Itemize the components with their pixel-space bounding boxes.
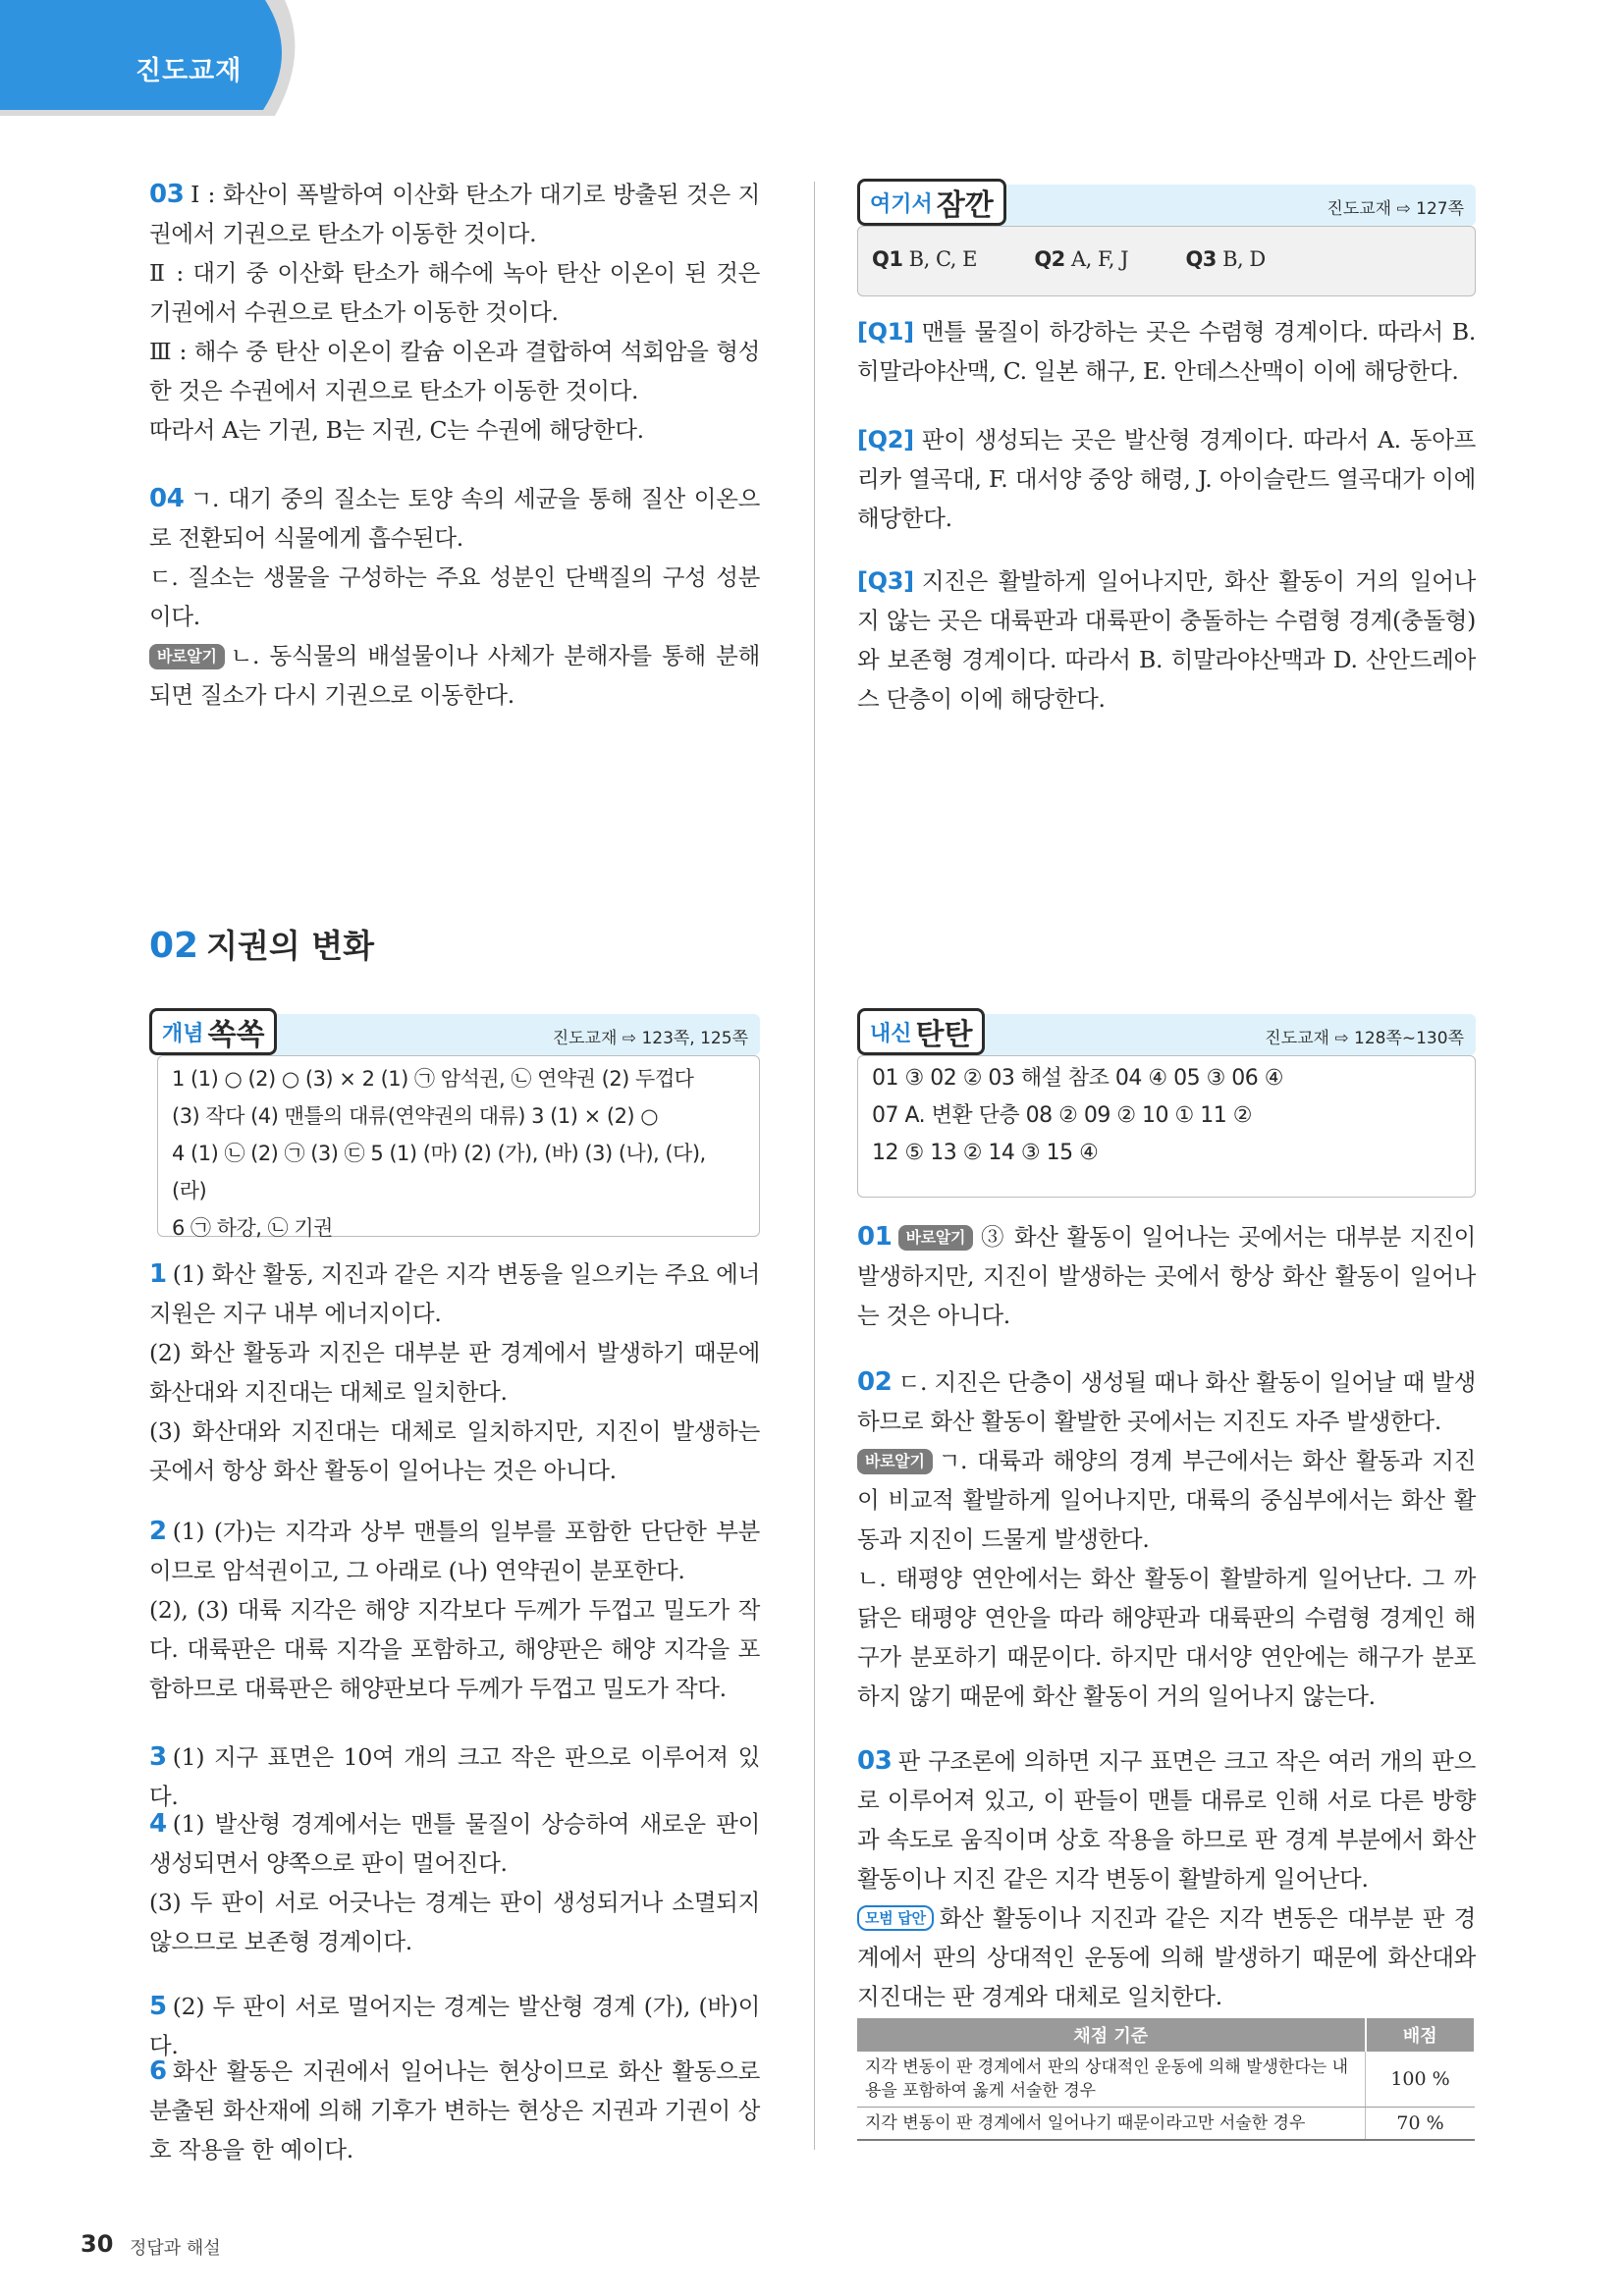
question-number: [Q2] bbox=[857, 426, 914, 454]
question-number: [Q1] bbox=[857, 318, 914, 346]
banner-concept bbox=[149, 1014, 760, 1055]
text-line: (1) 지구 표면은 10여 개의 크고 작은 판으로 이루어져 있다. bbox=[149, 1743, 760, 1810]
question-number: 4 bbox=[149, 1809, 167, 1839]
text-line: 따라서 A는 기권, B는 지권, C는 수권에 해당한다. bbox=[149, 416, 644, 444]
question-number: 2 bbox=[149, 1517, 167, 1546]
explanation-text: ③ 화산 활동이 일어나는 곳에서는 대부분 지진이 발생하지만, 지진이 발생하는 곳에서 항상 화산 활동이 일어나는 것은 아니다. bbox=[857, 1223, 1476, 1329]
table-cell: 70 % bbox=[1366, 2108, 1476, 2141]
quick-answer: Q3 B, D bbox=[1185, 247, 1266, 271]
answer-04 bbox=[149, 479, 760, 715]
concept-item-6 bbox=[149, 2052, 760, 2169]
answer-line: 6 ㉠ 하강, ㉡ 기권 bbox=[172, 1216, 333, 1240]
text-line: ㄴ. 동식물의 배설물이나 사체가 분해자를 통해 분해되면 질소가 다시 기권으로 이동한다. bbox=[149, 642, 760, 709]
question-number: 03 bbox=[149, 180, 185, 209]
quick-answer: Q1 B, C, E bbox=[872, 247, 977, 271]
explanation-q2 bbox=[857, 420, 1476, 538]
question-number: 3 bbox=[149, 1742, 167, 1772]
model-answer-text: 화산 활동이나 지진과 같은 지각 변동은 대부분 판 경계에서 판의 상대적인 운동에 의해 발생하기 때문에 화산대와 지진대는 판 경계와 대체로 일치한다. bbox=[857, 1904, 1476, 2010]
exam-answer-02 bbox=[857, 1362, 1476, 1716]
table-cell: 지각 변동이 판 경계에서 일어나기 때문이라고만 서술한 경우 bbox=[857, 2108, 1366, 2141]
explanation-text: 판이 생성되는 곳은 발산형 경계이다. 따라서 A. 동아프리카 열곡대, F. 대서양 중앙 해령, J. 아이슬란드 열곡대가 이에 해당한다. bbox=[857, 426, 1476, 532]
section-number: 02 bbox=[149, 926, 199, 966]
table-header: 배점 bbox=[1366, 2018, 1476, 2052]
text-line: (1) 발산형 경계에서는 맨틀 물질이 상승하여 새로운 판이 생성되면서 양쪽으로 판이 멀어진다. bbox=[149, 1810, 760, 1877]
wrong-answer-badge: 바로알기 bbox=[898, 1225, 974, 1251]
text-line: (3) 두 판이 서로 어긋나는 경계는 판이 생성되거나 소멸되지 않으므로 보존형 경계이다. bbox=[149, 1889, 760, 1955]
quick-answer-box bbox=[857, 226, 1476, 296]
banner-tag-b: 잠깐 bbox=[936, 188, 994, 223]
question-number: 03 bbox=[857, 1746, 893, 1776]
banner-tag-a: 여기서 bbox=[870, 191, 933, 217]
exam-answer-03 bbox=[857, 1741, 1476, 2016]
question-number: 6 bbox=[149, 2056, 167, 2086]
text-line: (1) 화산 활동, 지진과 같은 지각 변동을 일으키는 주요 에너지원은 지구 내부 에너지이다. bbox=[149, 1260, 760, 1327]
model-answer-badge: 모범 답안 bbox=[857, 1905, 934, 1931]
quick-answer: Q2 A, F, J bbox=[1034, 247, 1129, 271]
header-tab-label: 진도교재 bbox=[135, 56, 243, 86]
answer-03 bbox=[149, 175, 760, 450]
question-number: [Q3] bbox=[857, 567, 914, 595]
explanation-text: 지진은 활발하게 일어나지만, 화산 활동이 거의 일어나지 않는 곳은 대륙판과 대륙판이 충돌하는 수렴형 경계(충돌형)와 보존형 경계이다. 따라서 B. 히말라야산맥과 D. 산안드레아스 단층이 이에 해당한다. bbox=[857, 567, 1476, 713]
wrong-answer-badge: 바로알기 bbox=[857, 1449, 933, 1474]
question-number: 02 bbox=[857, 1367, 893, 1397]
explanation-text: ㄷ. 지진은 단층이 생성될 때나 화산 활동이 일어날 때 발생하므로 화산 활동이 활발한 곳에서는 지진도 자주 발생한다. bbox=[857, 1368, 1476, 1435]
explanation-text: 판 구조론에 의하면 지구 표면은 크고 작은 여러 개의 판으로 이루어져 있고, 이 판들이 맨틀 대류로 인해 서로 다른 방향과 속도로 움직이며 상호 작용을 하므로 판 경계 부분에서 화산 활동이나 지진 같은 지각 변동이 활발하게 일어난다. bbox=[857, 1747, 1476, 1893]
answer-line: 01 ③ 02 ② 03 해설 참조 04 ④ 05 ③ 06 ④ bbox=[872, 1066, 1284, 1091]
banner-quick-check bbox=[857, 185, 1476, 226]
banner-tag-b: 쏙쏙 bbox=[207, 1018, 265, 1052]
table-cell: 지각 변동이 판 경계에서 판의 상대적인 운동에 의해 발생한다는 내용을 포함하여 옳게 서술한 경우 bbox=[857, 2052, 1366, 2108]
question-number: 1 bbox=[149, 1259, 167, 1289]
text-line: (2) 화산 활동과 지진은 대부분 판 경계에서 발생하기 때문에 화산대와 지진대는 대체로 일치한다. bbox=[149, 1339, 760, 1406]
exam-answer-box bbox=[857, 1055, 1476, 1198]
explanation-q3 bbox=[857, 561, 1476, 719]
answer-line: 07 A. 변환 단층 08 ② 09 ② 10 ① 11 ② bbox=[872, 1103, 1252, 1128]
table-row bbox=[857, 2108, 1475, 2141]
text-line: (2), (3) 대륙 지각은 해양 지각보다 두께가 두껍고 밀도가 작다. 대륙판은 대륙 지각을 포함하고, 해양판은 해양 지각을 포함하므로 대륙판은 해양판보다 두께가 두껍고 밀도가 작다. bbox=[149, 1596, 760, 1702]
text-line: 화산 활동은 지권에서 일어나는 현상이므로 화산 활동으로 분출된 화산재에 의해 기후가 변하는 현상은 지권과 기권이 상호 작용을 한 예이다. bbox=[149, 2057, 760, 2163]
concept-answer-box bbox=[157, 1055, 760, 1240]
banner-tag bbox=[149, 1008, 277, 1055]
page-reference: 진도교재 ⇨ 128쪽∼130쪽 bbox=[1265, 1029, 1464, 1048]
text-line: (3) 화산대와 지진대는 대체로 일치하지만, 지진이 발생하는 곳에서 항상 화산 활동이 일어나는 것은 아니다. bbox=[149, 1417, 760, 1484]
explanation-text: ㄱ. 대륙과 해양의 경계 부근에서는 화산 활동과 지진이 비교적 활발하게 일어나지만, 대륙의 중심부에서는 화산 활동과 지진이 드물게 발생한다. bbox=[857, 1447, 1476, 1553]
explanation-text: 맨틀 물질이 하강하는 곳은 수렴형 경계이다. 따라서 B. 히말라야산맥, C. 일본 해구, E. 안데스산맥이 이에 해당한다. bbox=[857, 318, 1476, 385]
page-reference: 진도교재 ⇨ 127쪽 bbox=[1326, 199, 1464, 219]
explanation-text: ㄴ. 태평양 연안에서는 화산 활동이 활발하게 일어난다. 그 까닭은 태평양 연안을 따라 해양판과 대륙판의 수렴형 경계인 해구가 분포하기 때문이다. 하지만 대서양 연안에는 해구가 분포하지 않기 때문에 화산 활동이 거의 일어나지 않는다. bbox=[857, 1565, 1476, 1710]
table-cell: 100 % bbox=[1366, 2052, 1476, 2108]
answer-line: 4 (1) ㉡ (2) ㉠ (3) ㉢ 5 (1) (마) (2) (가), (바) (3) (나), (다), (라) bbox=[172, 1142, 706, 1202]
page-number: 30 bbox=[81, 2230, 114, 2258]
table-row bbox=[857, 2052, 1475, 2108]
text-line: Ⅱ : 대기 중 이산화 탄소가 해수에 녹아 탄산 이온이 된 것은 기권에서 수권으로 탄소가 이동한 것이다. bbox=[149, 259, 760, 326]
text-line: ㄷ. 질소는 생물을 구성하는 주요 성분인 단백질의 구성 성분이다. bbox=[149, 563, 760, 630]
table-header: 채점 기준 bbox=[857, 2018, 1366, 2052]
explanation-q1 bbox=[857, 312, 1476, 391]
section-title-text: 지권의 변화 bbox=[206, 927, 374, 965]
banner-tag-a: 내신 bbox=[870, 1021, 912, 1046]
banner-tag-a: 개념 bbox=[162, 1021, 204, 1046]
answer-line: 1 (1) ○ (2) ○ (3) × 2 (1) ㉠ 암석권, ㉡ 연약권 (2) 두껍다 bbox=[172, 1067, 694, 1091]
banner-exam bbox=[857, 1014, 1476, 1055]
footer-label: 정답과 해설 bbox=[130, 2238, 221, 2259]
text-line: (1) (가)는 지각과 상부 맨틀의 일부를 포함한 단단한 부분이므로 암석권이고, 그 아래로 (나) 연약권이 분포한다. bbox=[149, 1518, 760, 1584]
section-title bbox=[149, 921, 374, 967]
column-divider bbox=[814, 182, 815, 2150]
concept-item-2 bbox=[149, 1512, 760, 1708]
answer-line: 12 ⑤ 13 ② 14 ③ 15 ④ bbox=[872, 1141, 1099, 1165]
text-line: ㄱ. 대기 중의 질소는 토양 속의 세균을 통해 질산 이온으로 전환되어 식물에게 흡수된다. bbox=[149, 485, 760, 552]
banner-tag bbox=[857, 1008, 985, 1055]
banner-tag-b: 탄탄 bbox=[915, 1018, 973, 1052]
answer-line: (3) 작다 (4) 맨틀의 대류(연약권의 대류) 3 (1) × (2) ○ bbox=[172, 1104, 659, 1128]
text-line: (2) 두 판이 서로 멀어지는 경계는 발산형 경계 (가), (바)이다. bbox=[149, 1993, 760, 2059]
text-line: Ⅰ : 화산이 폭발하여 이산화 탄소가 대기로 방출된 것은 지권에서 기권으로 탄소가 이동한 것이다. bbox=[149, 181, 760, 247]
wrong-answer-badge: 바로알기 bbox=[149, 644, 225, 669]
question-number: 04 bbox=[149, 484, 185, 513]
exam-answer-01 bbox=[857, 1217, 1476, 1335]
concept-item-4 bbox=[149, 1804, 760, 1961]
page-reference: 진도교재 ⇨ 123쪽, 125쪽 bbox=[552, 1029, 748, 1048]
scoring-table bbox=[857, 2018, 1476, 2141]
text-line: Ⅲ : 해수 중 탄산 이온이 칼슘 이온과 결합하여 석회암을 형성한 것은 수권에서 지권으로 탄소가 이동한 것이다. bbox=[149, 338, 760, 404]
concept-item-1 bbox=[149, 1255, 760, 1490]
banner-tag bbox=[857, 179, 1006, 226]
question-number: 5 bbox=[149, 1992, 167, 2021]
question-number: 01 bbox=[857, 1222, 893, 1252]
